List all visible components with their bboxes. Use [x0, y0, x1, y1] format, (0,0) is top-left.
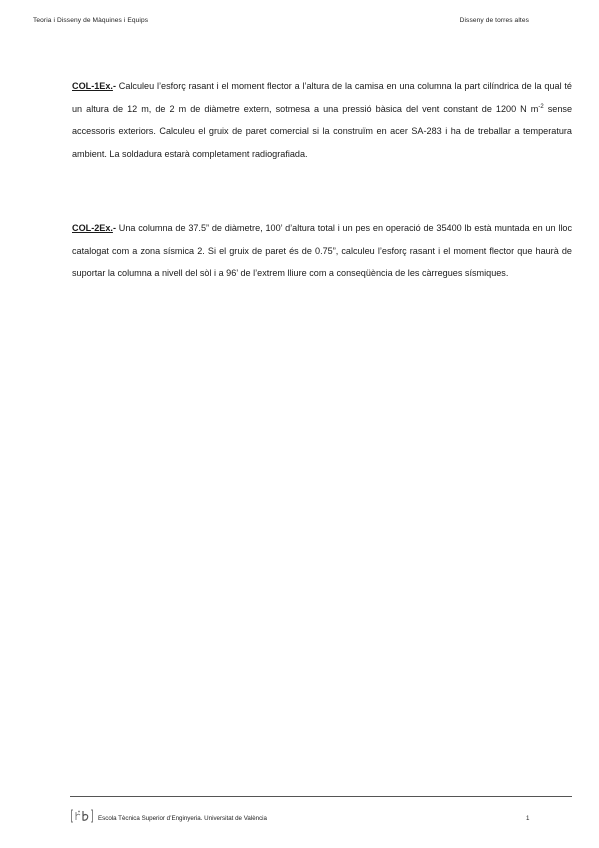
header-chapter-title: Disseny de torres altes	[459, 17, 529, 24]
exercise-label: COL-1Ex.	[72, 81, 113, 91]
footer-divider	[70, 796, 572, 797]
exercise-dash: -	[112, 223, 116, 233]
exercise-col-1	[72, 75, 572, 165]
exercise-label: COL-2Ex.	[72, 223, 113, 233]
exercise-dash: -	[112, 81, 116, 91]
exercise-text: Calculeu l’esforç rasant i el moment flector a l’altura de la camisa en una columna la part cilíndrica de la qual té un altura de 12 m, de 2 m de diàmetre extern, sotmesa a una pressió bàsica del vent constant de 1200 N m	[72, 81, 572, 114]
exercise-col-2	[72, 217, 572, 285]
exponent: -2	[538, 103, 544, 110]
page-number: 1	[526, 815, 530, 822]
exercise-text-continued: sense accessoris exteriors. Calculeu el gruix de paret comercial si la construïm en acer SA-283 i ha de treballar a temperatura ambient. La soldadura estarà completament radiografiada.	[72, 103, 573, 159]
footer-institution: Escola Tècnica Superior d’Enginyeria. Universitat de València	[98, 815, 267, 822]
etse-logo-icon	[70, 808, 94, 824]
exercise-text: Una columna de 37.5” de diàmetre, 100’ d’altura total i un pes en operació de 35400 lb està muntada en un lloc catalogat com a zona sísmica 2. Si el gruix de paret és de 0.75”, calculeu l’esforç rasant i el moment flector que haurà de suportar la columna a nivell del sòl i a 96’ de l’extrem lliure com a conseqüència de les càrregues sísmiques.	[72, 223, 572, 278]
header-course-title: Teoria i Disseny de Màquines i Equips	[33, 17, 149, 24]
